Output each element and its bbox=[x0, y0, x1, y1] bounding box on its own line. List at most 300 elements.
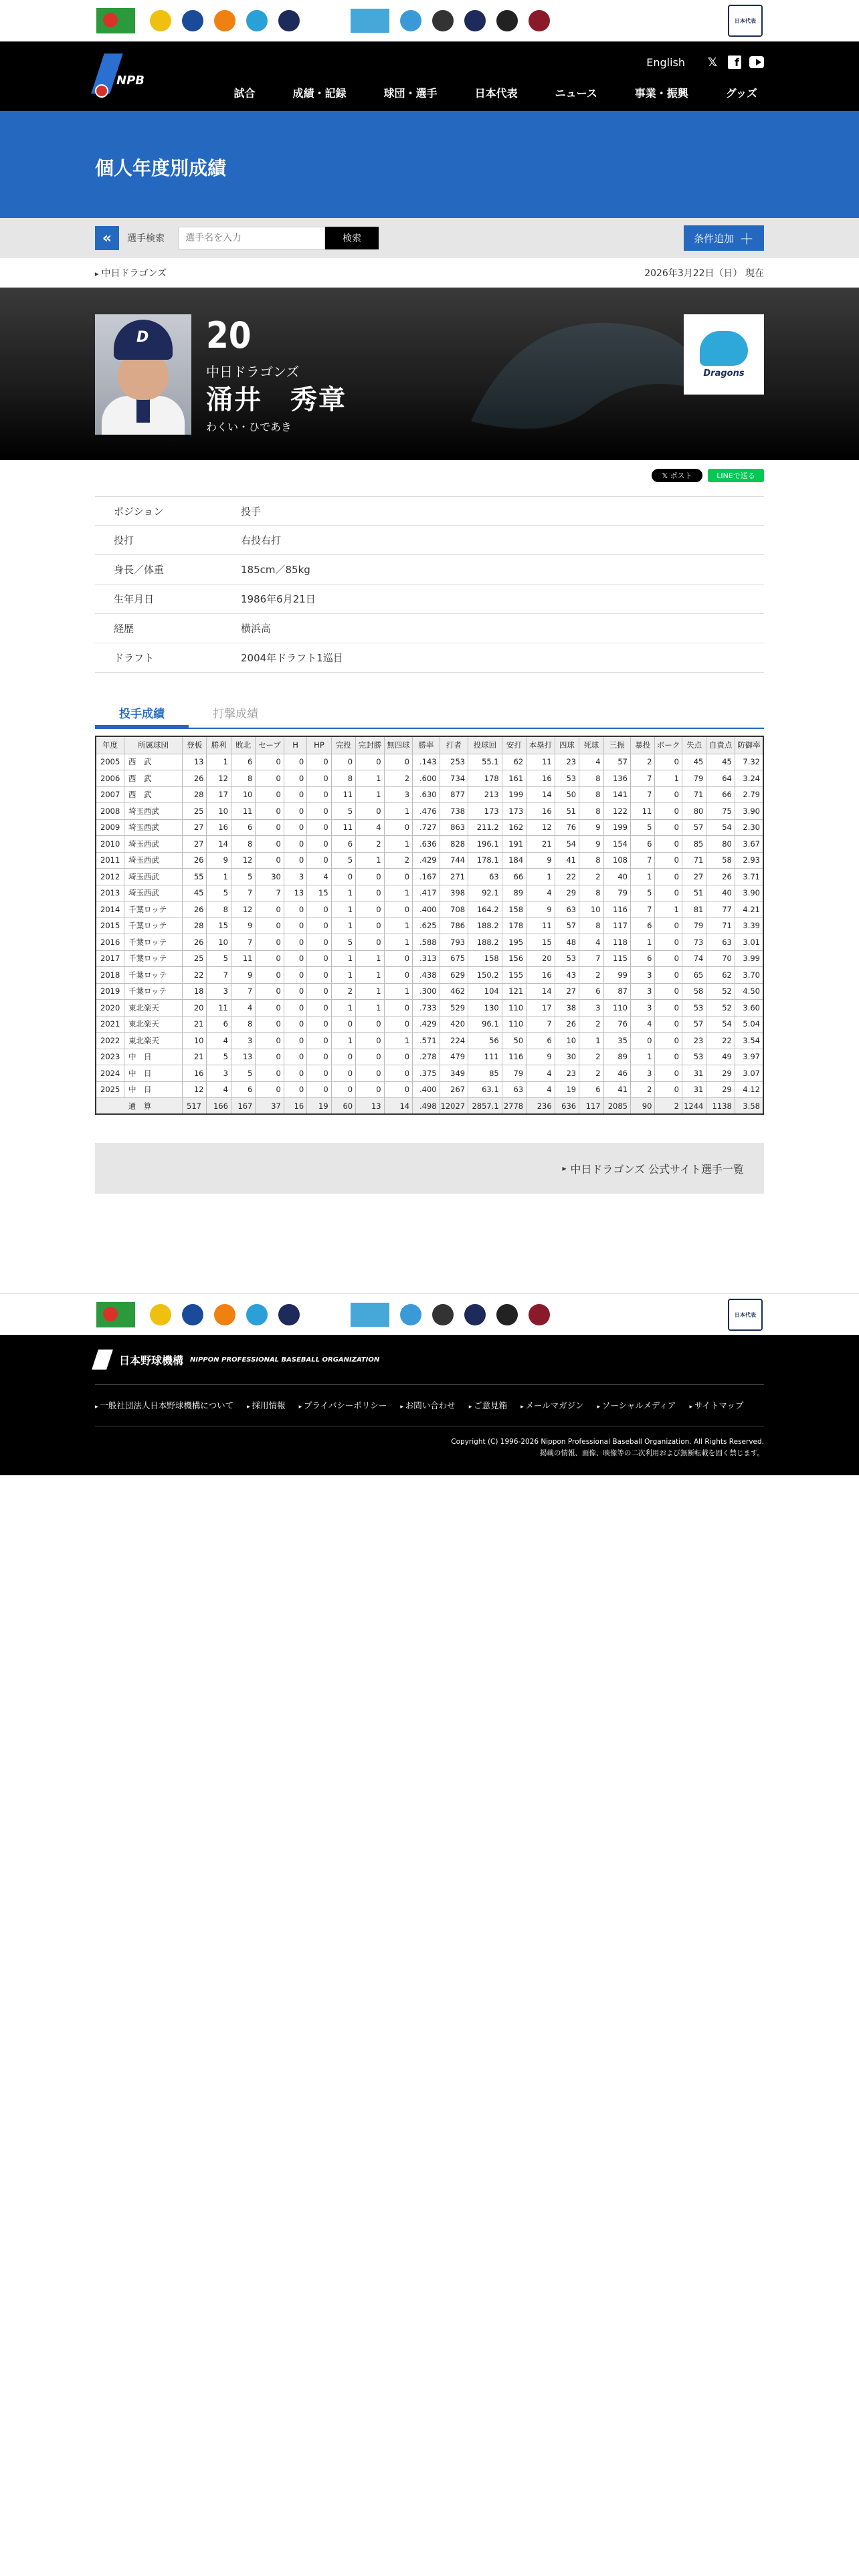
team-logo-bar bbox=[0, 0, 859, 41]
x-icon[interactable]: 𝕏 bbox=[707, 55, 718, 70]
table-cell: 45 bbox=[682, 754, 706, 770]
table-cell: 0 bbox=[331, 1049, 355, 1065]
table-cell: 0 bbox=[256, 1000, 284, 1016]
table-cell: 2024 bbox=[96, 1065, 124, 1082]
table-cell: 636 bbox=[555, 1098, 579, 1115]
table-cell: 9 bbox=[231, 918, 255, 934]
table-cell: 2011 bbox=[96, 852, 124, 869]
table-cell: 埼玉西武 bbox=[124, 885, 183, 901]
table-cell: 5 bbox=[207, 1049, 231, 1065]
table-cell: 26 bbox=[183, 901, 207, 918]
table-row bbox=[96, 983, 763, 1000]
table-cell: 0 bbox=[356, 1081, 385, 1098]
table-cell: 57 bbox=[682, 1016, 706, 1033]
table-cell: 3.90 bbox=[735, 803, 763, 820]
site-footer bbox=[0, 1335, 859, 1475]
table-cell: 0 bbox=[256, 901, 284, 918]
table-cell: 1 bbox=[384, 918, 413, 934]
table-cell: 15 bbox=[207, 918, 231, 934]
table-cell: 58 bbox=[682, 983, 706, 1000]
table-cell: 0 bbox=[284, 1016, 306, 1033]
table-cell: 26 bbox=[555, 1016, 579, 1033]
table-cell: 116 bbox=[502, 1049, 526, 1065]
table-cell: 0 bbox=[655, 819, 682, 836]
table-cell: 4.12 bbox=[735, 1081, 763, 1098]
table-cell: 0 bbox=[284, 967, 306, 984]
table-cell: 31 bbox=[682, 1065, 706, 1082]
column-header: 自責点 bbox=[706, 736, 735, 754]
table-cell: 1 bbox=[356, 852, 385, 869]
table-cell: 13 bbox=[183, 754, 207, 770]
footer-link[interactable]: ▸ お問い合わせ bbox=[400, 1399, 455, 1411]
nav-item-3[interactable]: 球団・選手 bbox=[383, 87, 438, 100]
team-logo-10[interactable] bbox=[464, 1304, 486, 1325]
team-logo-10[interactable] bbox=[464, 10, 486, 31]
table-cell: 2023 bbox=[96, 1049, 124, 1065]
profile-row bbox=[95, 526, 764, 555]
column-header: 死球 bbox=[579, 736, 603, 754]
table-cell: 0 bbox=[356, 869, 385, 885]
add-condition-button[interactable]: 条件追加 ＋ bbox=[684, 225, 764, 251]
table-cell: 23 bbox=[682, 1033, 706, 1049]
table-cell: .588 bbox=[413, 934, 440, 951]
column-header: 打者 bbox=[440, 736, 468, 754]
table-cell: 2 bbox=[631, 1081, 655, 1098]
column-header: 完投 bbox=[331, 736, 355, 754]
footer-link[interactable]: ▸ 採用情報 bbox=[247, 1399, 285, 1411]
profile-row bbox=[95, 555, 764, 584]
team-logo-4[interactable] bbox=[214, 10, 235, 31]
table-cell: .625 bbox=[413, 918, 440, 934]
nav-item-5[interactable]: ニュース bbox=[555, 87, 597, 100]
team-logo-5[interactable] bbox=[246, 10, 268, 31]
column-header: 投球回 bbox=[468, 736, 502, 754]
table-cell: 199 bbox=[603, 819, 630, 836]
footer-link[interactable]: ▸ 一般社団法人日本野球機構について bbox=[95, 1399, 233, 1411]
table-cell: 0 bbox=[384, 869, 413, 885]
nav-item-1[interactable]: 試合 bbox=[233, 87, 256, 100]
table-cell: 51 bbox=[682, 885, 706, 901]
table-cell: 118 bbox=[603, 934, 630, 951]
table-cell: 0 bbox=[307, 967, 331, 984]
table-cell: 25 bbox=[183, 803, 207, 820]
table-cell: 0 bbox=[307, 754, 331, 770]
table-cell: 1 bbox=[331, 950, 355, 967]
table-cell: 4 bbox=[356, 819, 385, 836]
table-cell: 73 bbox=[682, 934, 706, 951]
table-cell: 7.32 bbox=[735, 754, 763, 770]
table-cell: 271 bbox=[440, 869, 468, 885]
table-cell: 12 bbox=[207, 770, 231, 787]
table-cell: 7 bbox=[631, 852, 655, 869]
table-cell: 53 bbox=[555, 770, 579, 787]
table-cell: 20 bbox=[527, 950, 555, 967]
table-cell: 81 bbox=[682, 901, 706, 918]
table-cell: 122 bbox=[603, 803, 630, 820]
table-cell: 0 bbox=[655, 852, 682, 869]
table-cell: 3 bbox=[579, 1000, 603, 1016]
table-cell: 3 bbox=[384, 786, 413, 803]
search-button[interactable]: 検索 bbox=[325, 227, 379, 249]
table-cell: 7 bbox=[631, 786, 655, 803]
site-header bbox=[0, 41, 859, 111]
table-cell: 7 bbox=[231, 934, 255, 951]
table-cell: 埼玉西武 bbox=[124, 803, 183, 820]
table-cell: 0 bbox=[284, 852, 306, 869]
table-cell: 173 bbox=[502, 803, 526, 820]
table-cell: 11 bbox=[231, 950, 255, 967]
table-cell: 1 bbox=[356, 983, 385, 1000]
dragons-logo-icon bbox=[700, 331, 748, 366]
table-cell: 東北楽天 bbox=[124, 1000, 183, 1016]
table-cell: 10 bbox=[207, 803, 231, 820]
table-cell: 104 bbox=[468, 983, 502, 1000]
table-cell: 56 bbox=[468, 1033, 502, 1049]
table-cell: 28 bbox=[183, 918, 207, 934]
table-cell: 1 bbox=[356, 786, 385, 803]
english-link[interactable]: English bbox=[646, 56, 685, 69]
table-cell: 141 bbox=[603, 786, 630, 803]
pitching-stats-table bbox=[95, 736, 764, 1115]
team-logo-6[interactable] bbox=[278, 1304, 300, 1325]
table-cell: 12 bbox=[183, 1081, 207, 1098]
table-cell: 1 bbox=[331, 1033, 355, 1049]
table-cell: 0 bbox=[384, 967, 413, 984]
table-cell: 埼玉西武 bbox=[124, 869, 183, 885]
nav-item-2[interactable]: 成績・記録 bbox=[292, 87, 347, 100]
table-cell: 8 bbox=[331, 770, 355, 787]
facebook-icon[interactable]: f bbox=[728, 56, 741, 69]
profile-row bbox=[95, 496, 764, 526]
team-logo: Dragons bbox=[684, 314, 764, 395]
team-logo-3[interactable] bbox=[182, 1304, 203, 1325]
table-cell: 2 bbox=[579, 1049, 603, 1065]
table-cell: 千葉ロッテ bbox=[124, 983, 183, 1000]
team-logo-1[interactable] bbox=[96, 1302, 135, 1327]
profile-key: 生年月日 bbox=[114, 593, 155, 605]
table-row bbox=[96, 1016, 763, 1033]
table-cell: 0 bbox=[655, 934, 682, 951]
footer-links bbox=[95, 1399, 757, 1411]
table-row bbox=[96, 1081, 763, 1098]
table-cell: 10 bbox=[207, 934, 231, 951]
table-cell: 14 bbox=[384, 1098, 413, 1115]
table-cell: 76 bbox=[603, 1016, 630, 1033]
column-header: 登板 bbox=[183, 736, 207, 754]
table-cell: 16 bbox=[207, 819, 231, 836]
table-cell: 6 bbox=[631, 836, 655, 853]
table-cell: 0 bbox=[655, 754, 682, 770]
youtube-icon[interactable] bbox=[749, 55, 764, 70]
table-cell: 0 bbox=[284, 786, 306, 803]
footer-link[interactable]: ▸ ご意見箱 bbox=[469, 1399, 507, 1411]
player-name-input[interactable] bbox=[178, 227, 325, 249]
table-cell: 2019 bbox=[96, 983, 124, 1000]
table-cell: 37 bbox=[256, 1098, 284, 1115]
table-cell: 4 bbox=[307, 869, 331, 885]
table-cell: 8 bbox=[207, 901, 231, 918]
table-cell: 0 bbox=[307, 836, 331, 853]
table-cell: 55 bbox=[183, 869, 207, 885]
table-cell: 8 bbox=[579, 786, 603, 803]
table-cell: 30 bbox=[256, 869, 284, 885]
table-cell: 0 bbox=[356, 901, 385, 918]
table-cell: 54 bbox=[706, 819, 735, 836]
table-cell: 0 bbox=[356, 918, 385, 934]
table-cell: 29 bbox=[555, 885, 579, 901]
team-logo-11[interactable] bbox=[496, 1304, 518, 1325]
table-cell: 12 bbox=[231, 901, 255, 918]
table-cell: 0 bbox=[331, 754, 355, 770]
table-cell: 0 bbox=[384, 950, 413, 967]
table-cell: 738 bbox=[440, 803, 468, 820]
table-cell: 千葉ロッテ bbox=[124, 901, 183, 918]
table-cell: 27 bbox=[183, 819, 207, 836]
player-photo bbox=[95, 314, 191, 435]
line-share-button[interactable]: LINEで送る bbox=[708, 469, 764, 482]
table-cell: 5 bbox=[331, 803, 355, 820]
table-cell: 2 bbox=[579, 967, 603, 984]
table-cell: 79 bbox=[502, 1065, 526, 1082]
table-cell: 173 bbox=[468, 803, 502, 820]
footer-link[interactable]: ▸ ソーシャルメディア bbox=[597, 1399, 676, 1411]
table-cell: 11 bbox=[631, 803, 655, 820]
table-cell: 0 bbox=[256, 967, 284, 984]
table-cell: 90 bbox=[631, 1098, 655, 1115]
table-cell: 63 bbox=[502, 1081, 526, 1098]
table-cell: 17 bbox=[527, 1000, 555, 1016]
tab-batting[interactable]: 打撃成績 bbox=[213, 708, 258, 721]
team-logo-2[interactable] bbox=[150, 10, 171, 31]
table-cell: 5 bbox=[231, 869, 255, 885]
table-cell: 4 bbox=[527, 1081, 555, 1098]
table-cell: 16 bbox=[183, 1065, 207, 1082]
table-cell: 0 bbox=[655, 803, 682, 820]
column-header: 本塁打 bbox=[527, 736, 555, 754]
table-cell: 8 bbox=[579, 770, 603, 787]
table-cell: 0 bbox=[356, 1016, 385, 1033]
table-cell: 1 bbox=[207, 869, 231, 885]
footer-link[interactable]: ▸ メールマガジン bbox=[520, 1399, 583, 1411]
team-logo-3[interactable] bbox=[182, 10, 203, 31]
team-logo-7[interactable] bbox=[351, 9, 389, 33]
team-logo-5[interactable] bbox=[246, 1304, 268, 1325]
table-cell: 51 bbox=[555, 803, 579, 820]
table-cell: .630 bbox=[413, 786, 440, 803]
table-cell: 2015 bbox=[96, 918, 124, 934]
table-cell: 19 bbox=[555, 1081, 579, 1098]
table-cell: 70 bbox=[706, 950, 735, 967]
table-cell: 東北楽天 bbox=[124, 1016, 183, 1033]
table-row bbox=[96, 950, 763, 967]
profile-value: 横浜高 bbox=[241, 623, 272, 635]
table-cell: 3.24 bbox=[735, 770, 763, 787]
profile-key: 経歴 bbox=[114, 623, 134, 635]
nav-item-7[interactable]: グッズ bbox=[725, 87, 757, 100]
table-cell: 10 bbox=[555, 1033, 579, 1049]
table-cell: 西 武 bbox=[124, 754, 183, 770]
table-cell: 462 bbox=[440, 983, 468, 1000]
column-header: 年度 bbox=[96, 736, 124, 754]
x-post-button[interactable]: 𝕏 ポスト bbox=[652, 469, 702, 482]
team-logo-6[interactable] bbox=[278, 10, 300, 31]
table-cell: .278 bbox=[413, 1049, 440, 1065]
table-cell: 213 bbox=[468, 786, 502, 803]
plus-icon: ＋ bbox=[739, 231, 755, 248]
footer-team-logo-bar bbox=[0, 1293, 859, 1335]
table-cell: 14 bbox=[527, 786, 555, 803]
table-cell: 828 bbox=[440, 836, 468, 853]
player-team: 中日ドラゴンズ bbox=[206, 364, 300, 380]
table-cell: 16 bbox=[284, 1098, 306, 1115]
table-cell: 0 bbox=[307, 1033, 331, 1049]
table-cell: 53 bbox=[682, 1000, 706, 1016]
column-header: 暴投 bbox=[631, 736, 655, 754]
tab-pitching[interactable]: 投手成績 bbox=[95, 702, 189, 728]
table-cell: 0 bbox=[331, 869, 355, 885]
table-cell: 0 bbox=[256, 1049, 284, 1065]
search-toggle-icon[interactable]: « bbox=[95, 226, 119, 250]
table-cell: 236 bbox=[527, 1098, 555, 1115]
breadcrumb[interactable]: ▸ 中日ドラゴンズ bbox=[95, 266, 167, 280]
team-logo-9[interactable] bbox=[432, 10, 454, 31]
team-logo-8[interactable] bbox=[400, 1304, 421, 1325]
player-hero bbox=[0, 288, 859, 460]
npb-logo[interactable]: NPB bbox=[95, 53, 157, 99]
table-cell: 74 bbox=[682, 950, 706, 967]
table-cell: 4 bbox=[527, 885, 555, 901]
table-cell: .417 bbox=[413, 885, 440, 901]
table-cell: 17 bbox=[207, 786, 231, 803]
team-logo-1[interactable] bbox=[96, 8, 135, 33]
table-cell: 8 bbox=[579, 803, 603, 820]
table-cell: 0 bbox=[256, 1065, 284, 1082]
title-band bbox=[0, 111, 859, 218]
table-cell: 2 bbox=[384, 852, 413, 869]
team-logo-2[interactable] bbox=[150, 1304, 171, 1325]
team-logo-13[interactable]: 日本代表 bbox=[728, 1299, 763, 1331]
table-cell: 40 bbox=[603, 869, 630, 885]
table-cell: 1 bbox=[384, 836, 413, 853]
table-cell: 15 bbox=[307, 885, 331, 901]
column-header: 四球 bbox=[555, 736, 579, 754]
table-cell: 57 bbox=[603, 754, 630, 770]
team-logo-7[interactable] bbox=[351, 1303, 389, 1327]
column-header: 防御率 bbox=[735, 736, 763, 754]
table-cell: 0 bbox=[307, 901, 331, 918]
table-cell: .400 bbox=[413, 1081, 440, 1098]
table-cell: 3 bbox=[631, 967, 655, 984]
table-cell: 0 bbox=[655, 1033, 682, 1049]
profile-row bbox=[95, 584, 764, 614]
nav-item-6[interactable]: 事業・振興 bbox=[634, 87, 688, 100]
profile-key: ドラフト bbox=[114, 652, 155, 664]
table-cell: 50 bbox=[555, 786, 579, 803]
team-logo-8[interactable] bbox=[400, 10, 421, 31]
table-cell: 41 bbox=[603, 1081, 630, 1098]
table-cell: 7 bbox=[579, 950, 603, 967]
footer-logo[interactable]: 日本野球機構 NIPPON PROFESSIONAL BASEBALL ORGANIZATION bbox=[95, 1350, 379, 1370]
table-cell: 9 bbox=[527, 1049, 555, 1065]
table-cell: 1 bbox=[527, 869, 555, 885]
table-cell: 1 bbox=[655, 901, 682, 918]
table-cell: 62 bbox=[706, 967, 735, 984]
table-cell: 2 bbox=[384, 770, 413, 787]
table-cell: 793 bbox=[440, 934, 468, 951]
team-logo-13[interactable]: 日本代表 bbox=[728, 5, 763, 37]
table-cell: 中 日 bbox=[124, 1065, 183, 1082]
table-cell: 2008 bbox=[96, 803, 124, 820]
table-cell: 9 bbox=[579, 836, 603, 853]
table-cell: 4 bbox=[231, 1000, 255, 1016]
table-cell: 3.39 bbox=[735, 918, 763, 934]
table-cell: 8 bbox=[579, 885, 603, 901]
table-cell: 0 bbox=[256, 983, 284, 1000]
table-cell: 6 bbox=[207, 1016, 231, 1033]
table-cell: 164.2 bbox=[468, 901, 502, 918]
table-cell: 58 bbox=[706, 852, 735, 869]
table-cell: 158 bbox=[502, 901, 526, 918]
table-cell: 0 bbox=[307, 918, 331, 934]
column-header: 三振 bbox=[603, 736, 630, 754]
nav-item-4[interactable]: 日本代表 bbox=[474, 87, 518, 100]
table-cell: 2005 bbox=[96, 754, 124, 770]
table-cell: 4.50 bbox=[735, 983, 763, 1000]
table-cell: 0 bbox=[655, 836, 682, 853]
table-cell: 62 bbox=[502, 754, 526, 770]
table-cell: 0 bbox=[655, 950, 682, 967]
table-cell: 23 bbox=[555, 754, 579, 770]
table-cell: 0 bbox=[356, 1033, 385, 1049]
table-cell: 479 bbox=[440, 1049, 468, 1065]
table-cell: 千葉ロッテ bbox=[124, 950, 183, 967]
table-cell: 3.58 bbox=[735, 1098, 763, 1115]
footer-link[interactable]: ▸ サイトマップ bbox=[690, 1399, 744, 1411]
table-cell: 0 bbox=[256, 754, 284, 770]
table-cell: 0 bbox=[655, 967, 682, 984]
table-cell: 6 bbox=[527, 1033, 555, 1049]
table-cell: 31 bbox=[682, 1081, 706, 1098]
player-kana: わくい・ひであき bbox=[206, 421, 292, 433]
table-cell: 6 bbox=[231, 1081, 255, 1098]
table-cell: 0 bbox=[284, 836, 306, 853]
team-logo-12[interactable] bbox=[529, 1304, 550, 1325]
team-logo-11[interactable] bbox=[496, 10, 518, 31]
table-cell: 0 bbox=[256, 950, 284, 967]
team-roster-link[interactable]: ▸ 中日ドラゴンズ 公式サイト選手一覧 bbox=[95, 1143, 764, 1194]
table-cell: 5 bbox=[631, 885, 655, 901]
footer-link[interactable]: ▸ プライバシーポリシー bbox=[299, 1399, 387, 1411]
table-cell: 0 bbox=[256, 770, 284, 787]
team-logo-4[interactable] bbox=[214, 1304, 235, 1325]
table-cell: 4 bbox=[527, 1065, 555, 1082]
table-cell: 4 bbox=[207, 1033, 231, 1049]
table-cell: 529 bbox=[440, 1000, 468, 1016]
table-cell: 108 bbox=[603, 852, 630, 869]
table-cell: 27 bbox=[183, 836, 207, 853]
table-cell: 0 bbox=[655, 885, 682, 901]
team-logo-12[interactable] bbox=[529, 10, 550, 31]
team-logo-9[interactable] bbox=[432, 1304, 454, 1325]
table-cell: 2 bbox=[579, 1065, 603, 1082]
table-cell: 4 bbox=[631, 1016, 655, 1033]
table-cell: 3.90 bbox=[735, 885, 763, 901]
table-cell: .429 bbox=[413, 1016, 440, 1033]
table-cell: 0 bbox=[331, 1065, 355, 1082]
table-cell: 0 bbox=[284, 1033, 306, 1049]
table-cell: .429 bbox=[413, 852, 440, 869]
table-cell: 3.70 bbox=[735, 967, 763, 984]
